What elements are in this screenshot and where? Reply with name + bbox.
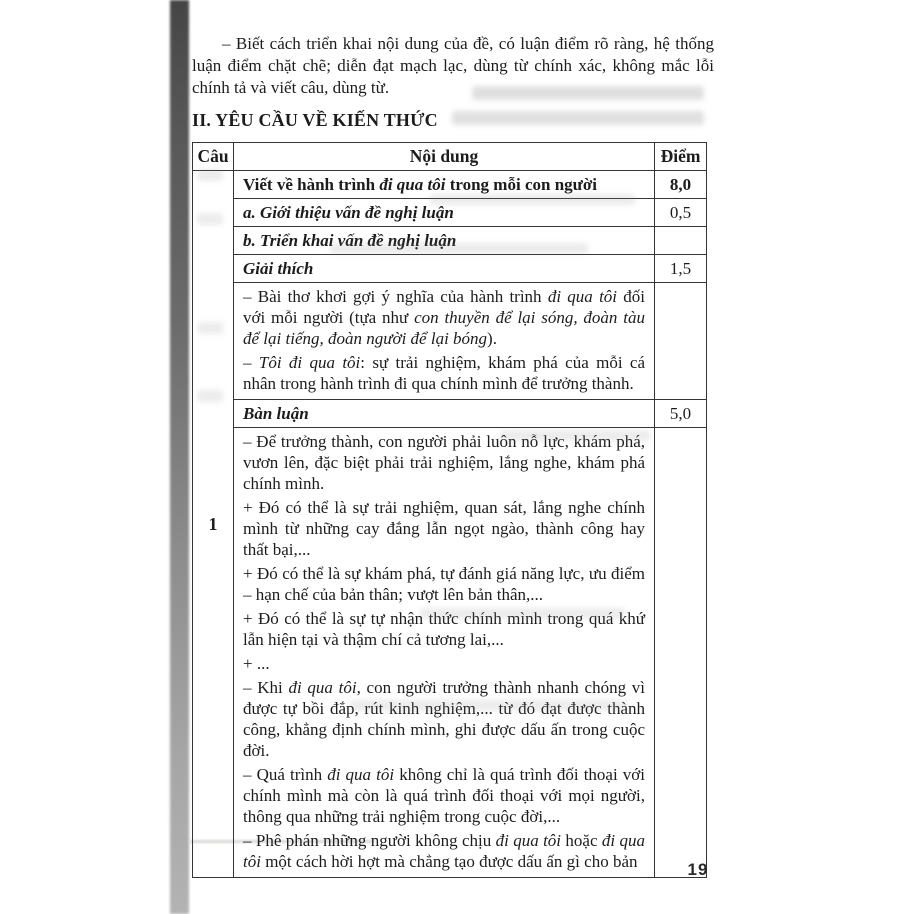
text-segment: một cách hời hợt mà chẳng tạo được dấu ấn gì cho bản	[260, 852, 638, 871]
diem-cell: 5,0	[655, 400, 707, 428]
col-header-noi-dung: Nội dung	[234, 143, 655, 171]
col-header-cau: Câu	[193, 143, 234, 171]
text-segment: con thuyền để lại sóng, đoàn tàu để lại tiếng, đoàn người để lại bóng	[243, 308, 645, 348]
text-segment: đi qua tôi	[495, 831, 562, 850]
text-segment: – Phê phán những người không chịu	[243, 831, 496, 850]
diem-cell: 0,5	[655, 199, 707, 227]
text-segment: Tôi đi qua tôi	[258, 353, 361, 372]
noi-dung-cell	[234, 255, 655, 283]
text-segment: b. Triển khai vấn đề nghị luận	[243, 231, 457, 250]
table-row	[193, 255, 707, 283]
text-segment: + Đó có thể là sự trải nghiệm, quan sát, lắng nghe chính mình từ những cay đắng lẫn ngọt ngào, thành công hay thất bại,...	[243, 498, 645, 559]
text-segment: a. Giới thiệu vấn đề nghị luận	[243, 203, 454, 222]
diem-cell	[655, 227, 707, 255]
noi-dung-cell	[234, 428, 655, 878]
text-segment: –	[243, 353, 259, 372]
text-segment: Viết về hành trình	[243, 175, 380, 194]
noi-dung-cell	[234, 227, 655, 255]
page-number: 19	[687, 860, 709, 879]
text-segment: không chỉ là quá trình đối thoại với chính mình mà còn là quá trình đối thoại với mọi người, thông qua những trải nghiệm trong cuộc đời,...	[243, 765, 646, 826]
table-row	[193, 171, 707, 199]
text-segment: – Để trưởng thành, con người phải luôn nỗ lực, khám phá, vươn lên, đặc biệt phải trải nghiệm, lắng nghe, khám phá chính mình.	[243, 432, 645, 493]
section-heading: II. YÊU CẦU VỀ KIẾN THỨC	[192, 110, 438, 130]
table-row	[193, 199, 707, 227]
table-row	[193, 227, 707, 255]
diem-cell	[655, 428, 707, 878]
noi-dung-cell	[234, 400, 655, 428]
text-segment: + Đó có thể là sự khám phá, tự đánh giá năng lực, ưu điểm – hạn chế của bản thân; vượt lên bản thân,...	[243, 564, 645, 604]
book-binding-shadow	[170, 0, 189, 914]
col-header-diem: Điểm	[655, 143, 707, 171]
diem-cell: 8,0	[655, 171, 707, 199]
bleed-through-artifact	[452, 111, 704, 125]
cau-cell: 1	[193, 171, 234, 878]
table-row	[193, 428, 707, 878]
text-segment: Giải thích	[243, 259, 314, 278]
noi-dung-cell	[234, 199, 655, 227]
paragraph	[243, 431, 645, 494]
text-segment: : sự trải nghiệm, khám phá của mỗi cá nhân trong hành trình đi qua chính mình để trưởng thành.	[243, 353, 646, 393]
diem-cell	[655, 283, 707, 400]
text-segment: , con người trưởng thành nhanh chóng vì được tự bồi đắp, rút kinh nghiệm,... từ đó đạt được thành công, khẳng định chính mình, ghi được dấu ấn trong cuộc đời.	[243, 678, 646, 760]
diem-cell: 1,5	[655, 255, 707, 283]
text-segment: – Quá trình	[243, 765, 328, 784]
paragraph	[243, 286, 645, 349]
text-segment: – Khi	[243, 678, 289, 697]
text-segment: + Đó có thể là sự tự nhận thức chính mình trong quá khứ lẫn hiện tại và thậm chí cả tương lai,...	[243, 609, 645, 649]
intro-paragraph: – Biết cách triển khai nội dung của đề, có luận điểm rõ ràng, hệ thống luận điểm chặt chẽ; diễn đạt mạch lạc, dùng từ chính xác, không mắc lỗi chính tả và viết câu, dùng từ.	[192, 34, 714, 97]
text-segment: trong mỗi con người	[445, 175, 597, 194]
table-row	[193, 400, 707, 428]
paragraph	[243, 653, 645, 674]
paragraph	[243, 352, 645, 394]
text-segment: hoặc	[561, 831, 602, 850]
noi-dung-cell	[234, 171, 655, 199]
text-segment: đi qua tôi	[288, 678, 357, 697]
table-row	[193, 283, 707, 400]
text-segment: – Bài thơ khơi gợi ý nghĩa của hành trình	[243, 287, 548, 306]
paragraph	[243, 497, 645, 560]
text-segment: đi qua tôi	[379, 175, 446, 194]
paragraph	[243, 608, 645, 650]
text-segment: ).	[487, 329, 497, 348]
text-segment: đi qua tôi	[243, 831, 646, 871]
paragraph	[243, 563, 645, 605]
paragraph	[243, 830, 645, 872]
table-header-row	[193, 143, 707, 171]
paragraph	[243, 764, 645, 827]
text-segment: Bàn luận	[243, 404, 309, 423]
rubric-table	[192, 142, 707, 878]
text-segment: đi qua tôi	[327, 765, 395, 784]
text-segment: đối với mỗi người (tựa như	[243, 287, 645, 327]
paragraph	[243, 677, 645, 761]
text-segment: đi qua tôi	[547, 287, 618, 306]
noi-dung-cell	[234, 283, 655, 400]
text-segment: + ...	[243, 654, 270, 673]
